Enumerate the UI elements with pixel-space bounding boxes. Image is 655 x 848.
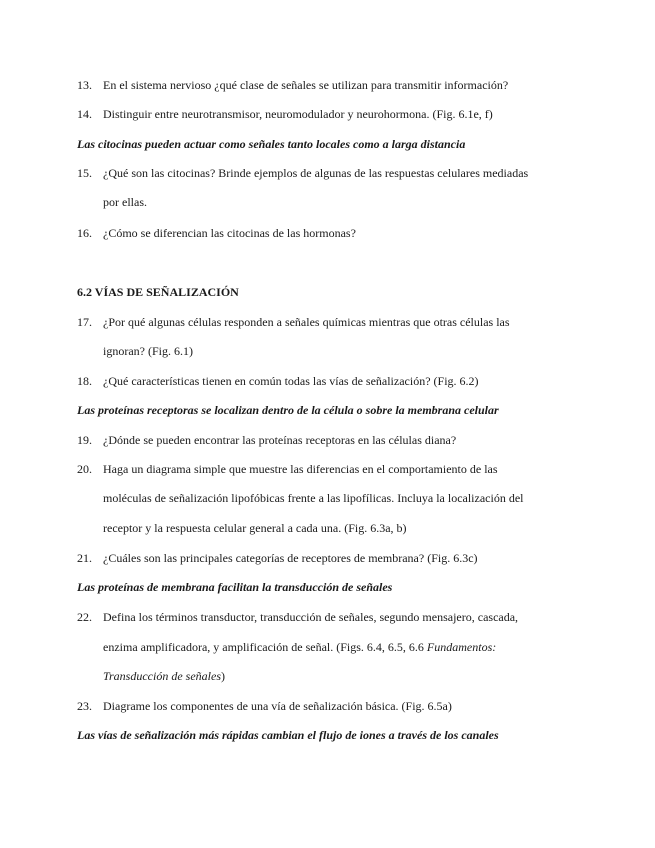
question-17-continuation: ignoran? (Fig. 6.1) (103, 344, 193, 358)
question-text: ¿Dónde se pueden encontrar las proteínas receptoras en las células diana? (103, 433, 457, 447)
question-22-continuation (103, 669, 225, 683)
question-text-segment: enzima amplificadora, y amplificación de señal. (Figs. 6.4, 6.5, 6.6 (103, 640, 427, 654)
question-number: 16. (77, 226, 92, 240)
subheading-membrana: Las proteínas de membrana facilitan la transducción de señales (77, 580, 393, 594)
question-text: En el sistema nervioso ¿qué clase de señales se utilizan para transmitir información? (103, 78, 509, 92)
question-text: Diagrame los componentes de una vía de señalización básica. (Fig. 6.5a) (103, 699, 452, 713)
question-number: 19. (77, 433, 92, 447)
book-reference: Fundamentos: (426, 640, 497, 654)
subheading-receptoras: Las proteínas receptoras se localizan dentro de la célula o sobre la membrana celular (77, 403, 499, 417)
question-text: ¿Cuáles son las principales categorías de receptores de membrana? (Fig. 6.3c) (103, 551, 478, 565)
question-number: 15. (77, 166, 92, 180)
question-20-continuation: receptor y la respuesta celular general a cada una. (Fig. 6.3a, b) (103, 521, 407, 535)
question-text: ¿Por qué algunas células responden a señales químicas mientras que otras células las (103, 315, 510, 329)
subheading-citocinas: Las citocinas pueden actuar como señales tanto locales como a larga distancia (77, 137, 466, 151)
question-text: ¿Qué son las citocinas? Brinde ejemplos de algunas de las respuestas celulares mediadas (103, 166, 529, 180)
question-15-continuation: por ellas. (103, 195, 147, 209)
section-title: 6.2 VÍAS DE SEÑALIZACIÓN (77, 285, 239, 299)
question-number: 14. (77, 107, 92, 121)
question-number: 23. (77, 699, 92, 713)
question-22-continuation (103, 640, 496, 654)
question-text: Distinguir entre neurotransmisor, neuromodulador y neurohormona. (Fig. 6.1e, f) (103, 107, 493, 121)
question-number: 20. (77, 462, 92, 476)
question-text-segment: ) (221, 669, 225, 683)
question-number: 18. (77, 374, 92, 388)
question-text: ¿Cómo se diferencian las citocinas de las hormonas? (103, 226, 356, 240)
subheading-rapidas: Las vías de señalización más rápidas cambian el flujo de iones a través de los canales (77, 728, 499, 742)
question-text: ¿Qué características tienen en común todas las vías de señalización? (Fig. 6.2) (103, 374, 479, 388)
question-text: Defina los términos transductor, transducción de señales, segundo mensajero, cascada, (103, 610, 519, 624)
question-number: 17. (77, 315, 92, 329)
book-reference: Transducción de señales (103, 669, 221, 683)
question-number: 13. (77, 78, 92, 92)
question-number: 22. (77, 610, 92, 624)
question-number: 21. (77, 551, 92, 565)
question-text: Haga un diagrama simple que muestre las diferencias en el comportamiento de las (103, 462, 498, 476)
question-20-continuation: moléculas de señalización lipofóbicas frente a las lipofílicas. Incluya la localización del (103, 491, 524, 505)
